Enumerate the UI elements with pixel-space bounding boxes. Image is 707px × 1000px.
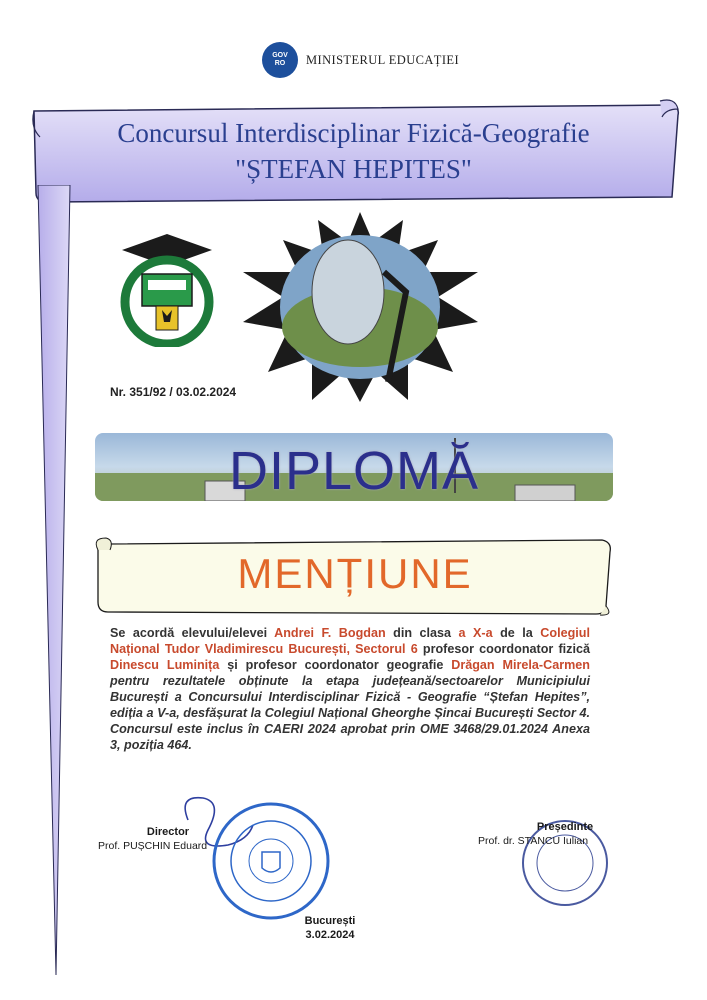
city: București xyxy=(304,915,356,927)
ministry-stamp xyxy=(210,800,332,922)
award-text xyxy=(110,625,590,753)
director-name: Prof. PUȘCHIN Eduard xyxy=(98,840,208,852)
ministry-header xyxy=(262,40,459,80)
contest-name: "ȘTEFAN HEPITES" xyxy=(235,154,472,184)
award-text-details: pentru rezultatele obținute la etapa județeană/sectoarelor Municipiului București a Concursului Interdisciplinar Fizică - Geografie “Ștefan Hepites”, ediția a V-a, desfășurat la Colegiul Național Gheorghe Șincai București Sector 4. Concursul este inclus în CAERI 2024 aprobat prin OME 3468/29.01.2024 Anexa 3, poziția 464. xyxy=(110,674,590,752)
award-text-physics-label: profesor coordonator fizică xyxy=(417,642,590,656)
president-name: Prof. dr. STANCU Iulian xyxy=(478,835,589,847)
award-text-geo-label: și profesor coordonator geografie xyxy=(219,658,452,672)
title-banner xyxy=(30,97,680,207)
award-text-intro: Se acordă elevului/elevei xyxy=(110,626,275,640)
president-title: Președinte xyxy=(536,821,594,833)
school-logo xyxy=(112,232,222,347)
diploma-number: Nr. 351/92 / 03.02.2024 xyxy=(110,385,237,399)
weather-station-photo xyxy=(238,212,483,402)
geography-teacher: Drăgan Mirela-Carmen xyxy=(451,658,590,672)
award-text-class-label: din clasa xyxy=(385,626,459,640)
decorative-strip xyxy=(36,185,76,985)
award-text-from: de la xyxy=(492,626,541,640)
government-emblem-icon: GOV RO xyxy=(262,42,298,78)
physics-teacher: Dinescu Luminița xyxy=(110,658,220,672)
place-and-date xyxy=(280,914,380,942)
contest-title: Concursul Interdisciplinar Fizică-Geografie xyxy=(117,118,590,148)
ministry-name: MINISTERUL EDUCAȚIEI xyxy=(306,52,460,67)
date: 3.02.2024 xyxy=(305,929,355,941)
student-name: Andrei F. Bogdan xyxy=(274,626,386,640)
student-class: a X-a xyxy=(458,626,493,640)
school-name: Colegiul Național Tudor Vladimirescu București, Sectorul 6 xyxy=(110,626,590,656)
director-title: Director xyxy=(146,826,190,838)
distinction-title: MENȚIUNE xyxy=(237,550,473,597)
diploma-title: DIPLOMĂ xyxy=(228,441,480,501)
